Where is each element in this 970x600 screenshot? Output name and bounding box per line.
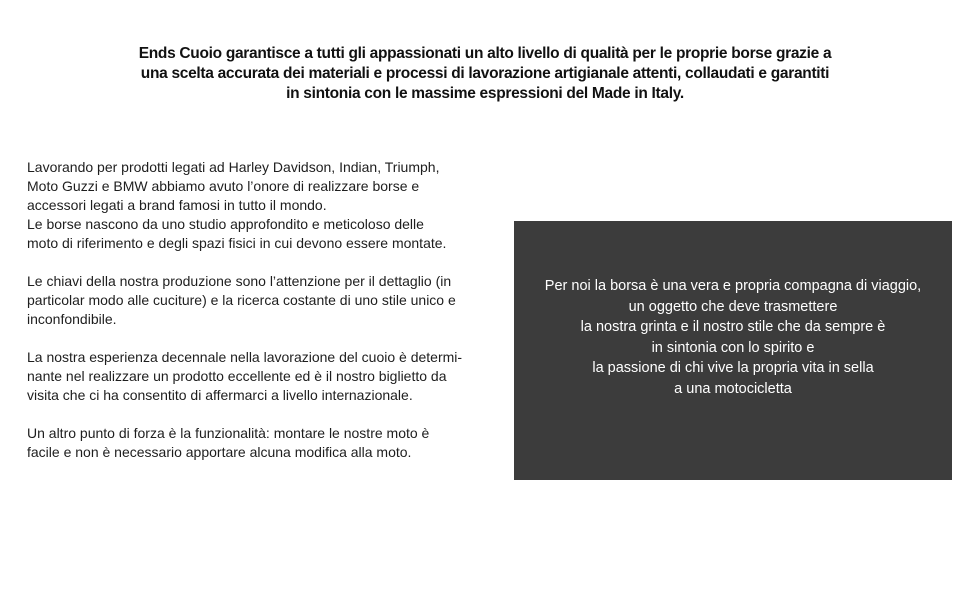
quote-line: la nostra grinta e il nostro stile che da sempre è [580, 319, 886, 336]
paragraph-line: Un altro punto di forza è la funzionalità: montare le nostre moto è [27, 425, 430, 441]
quote-box [514, 221, 952, 480]
paragraph-brands [27, 158, 497, 253]
quote-line: Per noi la borsa è una vera e propria compagna di viaggio, [544, 278, 922, 294]
intro-heading [100, 44, 870, 104]
paragraph-line: moto di riferimento e degli spazi fisici in cui devono essere montate. [27, 235, 447, 251]
paragraph-production [27, 272, 497, 329]
paragraph-line: Le borse nascono da uno studio approfondito e meticoloso delle [27, 216, 424, 232]
intro-line: in sintonia con le massime espressioni del Made in Italy. [286, 85, 684, 102]
paragraph-line: Lavorando per prodotti legati ad Harley Davidson, Indian, Triumph, [27, 159, 440, 175]
paragraph-line: Moto Guzzi e BMW abbiamo avuto l’onore di realizzare borse e [27, 178, 420, 194]
intro-line: una scelta accurata dei materiali e processi di lavorazione artigianale attenti, collaudati e garantiti [140, 65, 830, 82]
quote-line: a una motocicletta [674, 380, 792, 397]
quote-line: un oggetto che deve trasmettere [628, 298, 838, 315]
quote-line: la passione di chi vive la propria vita in sella [592, 360, 874, 377]
paragraph-line: inconfondibile. [27, 311, 117, 327]
paragraph-line: accessori legati a brand famosi in tutto il mondo. [27, 197, 327, 213]
body-text [27, 158, 497, 481]
quote-text [514, 276, 952, 400]
paragraph-line: La nostra esperienza decennale nella lavorazione del cuoio è determi- [27, 349, 463, 365]
intro-line: Ends Cuoio garantisce a tutti gli appassionati un alto livello di qualità per le proprie borse grazie a [138, 45, 832, 62]
paragraph-line: nante nel realizzare un prodotto eccellente ed è il nostro biglietto da [27, 368, 447, 384]
paragraph-experience [27, 348, 497, 405]
quote-line: in sintonia con lo spirito e [651, 339, 815, 356]
paragraph-line: particolar modo alle cuciture) e la ricerca costante di uno stile unico e [27, 292, 456, 308]
paragraph-line: Le chiavi della nostra produzione sono l’attenzione per il dettaglio (in [27, 273, 452, 289]
paragraph-line: facile e non è necessario apportare alcuna modifica alla moto. [27, 444, 412, 460]
paragraph-functionality [27, 424, 497, 462]
paragraph-line: visita che ci ha consentito di affermarci a livello internazionale. [27, 387, 413, 403]
